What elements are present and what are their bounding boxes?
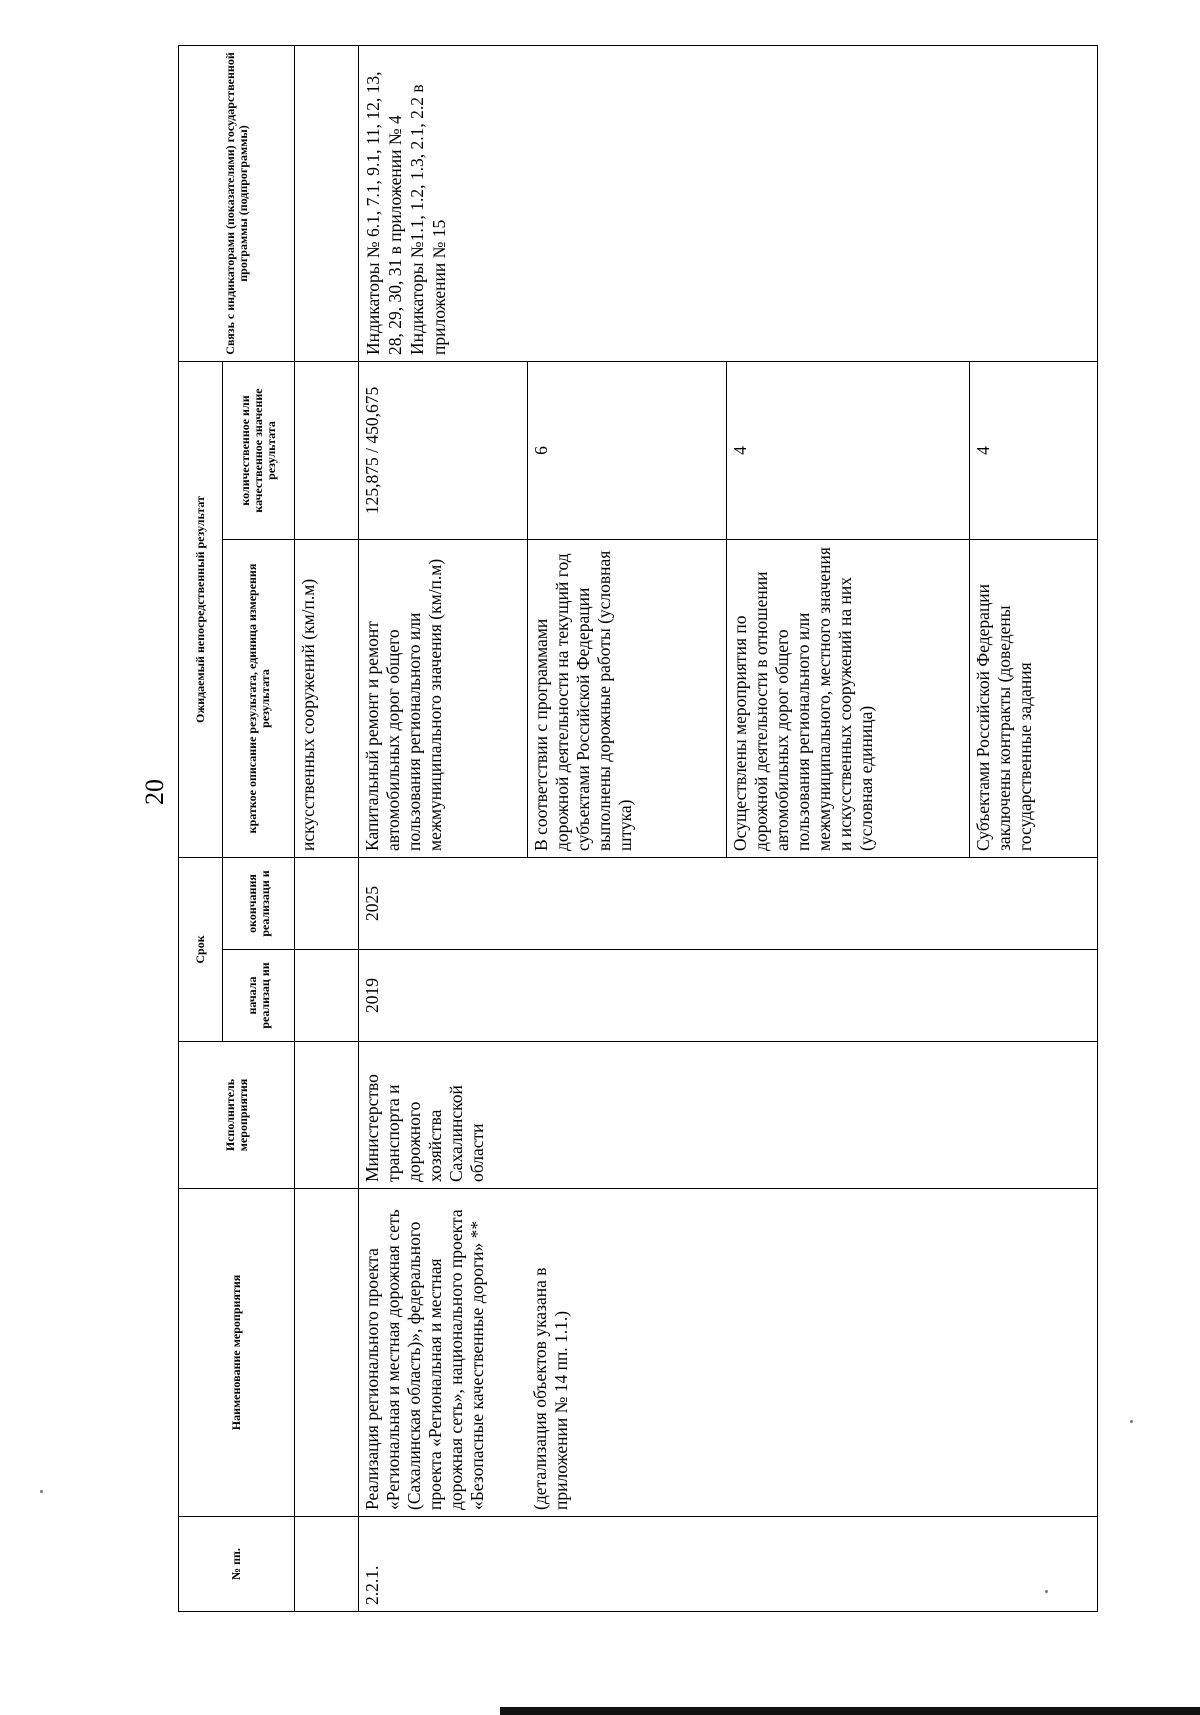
row-name-note: (детализация объектов указана в приложении № 14 пп. 1.1.) bbox=[530, 1267, 571, 1510]
row-name-cell bbox=[359, 1189, 1098, 1517]
header-result-description: краткое описание результата, единица измерения результата bbox=[223, 539, 295, 857]
row-number: 2.2.1. bbox=[359, 1517, 1098, 1612]
table-row-continued bbox=[295, 45, 359, 1611]
result-values bbox=[359, 361, 1098, 539]
scan-edge-line bbox=[500, 1707, 1200, 1715]
header-number: № пп. bbox=[179, 1517, 295, 1612]
header-end: окончания реализаци и bbox=[223, 857, 295, 949]
header-name: Наименование мероприятия bbox=[179, 1189, 295, 1517]
result-value: 6 bbox=[528, 362, 727, 539]
scan-speck bbox=[1130, 1420, 1133, 1423]
row-executor: Министерство транспорта и дорожного хозяйства Сахалинской области bbox=[359, 1042, 1098, 1189]
result-description: Осуществлены мероприятия по дорожной деятельности в отношении автомобильных дорог общего пользования регионального или межмуниципального, местного значения и искусственных сооружений на них (условная единица) bbox=[727, 540, 970, 857]
row-name: Реализация регионального проекта «Региональная и местная дорожная сеть (Сахалинская область)», федерального проекта «Региональная и местная дорожная сеть», национального проекта «Безопасные качественные дороги» ** bbox=[362, 1209, 487, 1510]
row-start-year: 2019 bbox=[359, 950, 1098, 1042]
result-value: 4 bbox=[727, 362, 970, 539]
header-start: начала реализац ии bbox=[223, 950, 295, 1042]
header-period: Срок bbox=[179, 857, 223, 1041]
page-number: 20 bbox=[140, 779, 169, 805]
result-descriptions bbox=[359, 539, 1098, 857]
result-value: 125,875 / 450,675 bbox=[359, 362, 528, 539]
result-description: В соответствии с программами дорожной деятельности на текущий год субъектами Российской Федерации выполнены дорожные работы (условная штука) bbox=[528, 540, 727, 857]
header-indicator-link: Связь с индикаторами (показателями) государственной программы (подпрограммы) bbox=[179, 45, 295, 361]
row-end-year: 2025 bbox=[359, 857, 1098, 949]
header-executor: Исполнитель мероприятия bbox=[179, 1042, 295, 1189]
header-result-value: количественное или качественное значение результата bbox=[223, 361, 295, 539]
document-table bbox=[178, 46, 1098, 1612]
table-row bbox=[359, 45, 1098, 1611]
result-description: Капитальный ремонт и ремонт автомобильных дорог общего пользования регионального или межмуниципального значения (км/п.м) bbox=[359, 540, 528, 857]
header-expected-result: Ожидаемый непосредственный результат bbox=[179, 361, 223, 857]
continued-result-description: искусственных сооружений (км/п.м) bbox=[295, 539, 359, 857]
result-value: 4 bbox=[973, 446, 993, 455]
scan-speck bbox=[40, 1490, 43, 1493]
scan-speck bbox=[1045, 1590, 1048, 1593]
row-indicators: Индикаторы № 6.1, 7.1, 9.1, 11, 12, 13, 28, 29, 30, 31 в приложении № 4 Индикаторы №1.1, 1.2, 1.3, 2.1, 2.2 в приложении № 15 bbox=[359, 45, 1098, 361]
result-description: Субъектами Российской Федерации заключены контракты (доведены государственные задания bbox=[973, 583, 1035, 851]
